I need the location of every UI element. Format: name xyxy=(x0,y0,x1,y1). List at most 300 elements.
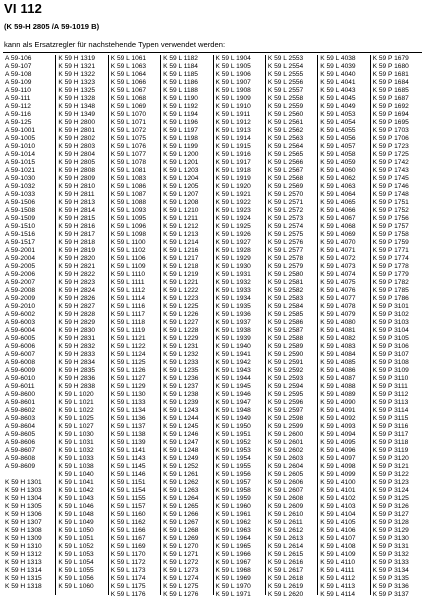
type-entry: A 59-8606 xyxy=(5,439,36,446)
type-entry: K 59 L 2595 xyxy=(267,391,304,398)
type-entry: K 59 L 2619 xyxy=(267,583,304,590)
type-entry: K 59 L 4065 xyxy=(320,199,356,206)
type-entry: K 59 L 2617 xyxy=(267,567,304,574)
type-entry: K 59 P 1778 xyxy=(372,263,409,270)
type-entry: K 59 P 1680 xyxy=(372,63,409,70)
type-entry: K 59 P 1692 xyxy=(372,103,409,110)
type-entry: K 59 L 1971 xyxy=(215,591,251,598)
type-entry: K 59 P 1694 xyxy=(372,111,409,118)
type-entry: K 59 L 1252 xyxy=(163,463,199,470)
type-entry: K 59 L 4041 xyxy=(320,79,356,86)
type-entry: K 59 P 3136 xyxy=(372,583,409,590)
type-entry: K 59 L 2606 xyxy=(267,479,304,486)
type-entry: K 59 P 1706 xyxy=(372,135,409,142)
type-entry: K 59 L 2578 xyxy=(267,255,304,262)
type-entry: K 59 L 4063 xyxy=(320,183,356,190)
type-entry: K 59 L 1228 xyxy=(163,327,199,334)
type-entry: K 59 H 1328 xyxy=(58,95,96,102)
type-entry: K 59 L 2559 xyxy=(267,103,304,110)
type-entry: K 59 L 1109 xyxy=(110,263,146,270)
type-entry: K 59 L 2571 xyxy=(267,199,304,206)
type-entry: K 59 P 1785 xyxy=(372,287,409,294)
type-entry: K 59 L 1270 xyxy=(163,543,199,550)
type-entry: K 59 L 2616 xyxy=(267,559,304,566)
type-entry: K 59 L 2614 xyxy=(267,543,304,550)
type-entry: K 59 L 1081 xyxy=(110,167,147,174)
type-entry: K 59 H 2814 xyxy=(58,207,96,214)
type-entry: K 59 L 1265 xyxy=(163,503,199,510)
type-column xyxy=(108,55,161,598)
type-entry: K 59 L 1935 xyxy=(215,303,251,310)
type-entry: K 59 L 2579 xyxy=(267,263,304,270)
type-entry: K 59 L 1052 xyxy=(58,543,94,550)
type-entry: K 59 L 1239 xyxy=(163,399,199,406)
type-entry: K 59 L 1070 xyxy=(110,111,147,118)
type-entry: K 59 L 4070 xyxy=(320,239,356,246)
type-entry: K 59 L 1175 xyxy=(110,583,146,590)
type-entry: K 59 L 4054 xyxy=(320,119,356,126)
type-entry: K 59 L 1218 xyxy=(163,263,199,270)
type-entry: K 59 L 1088 xyxy=(110,199,147,206)
type-entry: K 59 L 1083 xyxy=(110,175,147,182)
type-entry: K 59 L 1139 xyxy=(110,439,146,446)
type-entry: K 59 L 2556 xyxy=(267,79,304,86)
type-entry: K 59 L 1133 xyxy=(110,399,146,406)
type-entry: K 59 L 1040 xyxy=(58,471,94,478)
type-entry: K 59 L 1951 xyxy=(215,431,251,438)
type-entry: K 59 L 1961 xyxy=(215,511,251,518)
type-entry: K 59 H 2810 xyxy=(58,183,96,190)
type-entry: K 59 L 1143 xyxy=(110,455,146,462)
type-entry: A 59-8603 xyxy=(5,415,36,422)
type-entry: K 59 L 1176 xyxy=(110,591,146,598)
type-entry: K 59 L 1184 xyxy=(163,63,198,70)
type-entry: K 59 H 2838 xyxy=(58,383,96,390)
type-entry: A 59-2004 xyxy=(5,255,36,262)
type-entry: K 59 L 1919 xyxy=(215,175,251,182)
type-entry: A 59-1506 xyxy=(5,199,36,206)
type-entry: K 59 L 1194 xyxy=(163,111,198,118)
type-entry: K 59 L 4069 xyxy=(320,231,356,238)
type-entry: K 59 L 1967 xyxy=(215,559,251,566)
type-entry: K 59 L 1060 xyxy=(58,583,94,590)
type-entry: K 59 L 1020 xyxy=(58,391,94,398)
type-entry: K 59 P 3115 xyxy=(372,415,409,422)
type-entry: K 59 P 3122 xyxy=(372,471,409,478)
type-entry: K 59 P 3128 xyxy=(372,519,409,526)
type-entry: K 59 L 1210 xyxy=(163,207,199,214)
type-entry: K 59 L 1217 xyxy=(163,255,199,262)
type-entry: K 59 P 3112 xyxy=(372,391,409,398)
type-entry: K 59 L 1166 xyxy=(110,527,146,534)
type-entry: K 59 L 1949 xyxy=(215,415,251,422)
type-entry: A 59-2010 xyxy=(5,303,36,310)
type-column xyxy=(317,55,370,598)
type-entry: K 59 H 2835 xyxy=(58,367,96,374)
type-entry: K 59 L 4106 xyxy=(320,527,356,534)
type-entry: K 59 L 1275 xyxy=(163,583,199,590)
type-entry: K 59 L 1067 xyxy=(110,87,147,94)
type-entry: K 59 L 4053 xyxy=(320,111,356,118)
type-entry: K 59 L 2583 xyxy=(267,295,304,302)
type-entry: K 59 L 1271 xyxy=(163,551,199,558)
type-entry: K 59 L 1907 xyxy=(215,79,251,86)
type-entry: K 59 H 2808 xyxy=(58,167,96,174)
type-entry: K 59 L 2573 xyxy=(267,215,304,222)
type-entry: K 59 L 1162 xyxy=(110,519,146,526)
type-entry: K 59 L 2582 xyxy=(267,287,304,294)
type-entry: K 59 L 1923 xyxy=(215,207,251,214)
type-entry: K 59 P 3121 xyxy=(372,463,409,470)
type-entry: K 59 L 1048 xyxy=(58,511,94,518)
type-entry: K 59 L 1226 xyxy=(163,311,199,318)
type-entry: K 59 L 1188 xyxy=(163,87,198,94)
type-entry: K 59 L 1204 xyxy=(163,175,199,182)
type-entry: K 59 H 2819 xyxy=(58,247,96,254)
type-entry: K 59 L 1072 xyxy=(110,127,147,134)
type-entry: K 59 H 1303 xyxy=(5,487,42,494)
type-entry: K 59 L 2555 xyxy=(267,71,304,78)
type-entry: K 59 P 1759 xyxy=(372,239,409,246)
type-entry: K 59 L 1911 xyxy=(215,111,251,118)
type-entry: K 59 L 1056 xyxy=(58,575,94,582)
type-entry: A 59-106 xyxy=(5,55,32,62)
type-entry: K 59 L 2584 xyxy=(267,303,304,310)
type-entry: K 59 L 1970 xyxy=(215,583,251,590)
type-entry: K 59 P 3129 xyxy=(372,527,409,534)
type-entry: K 59 L 2566 xyxy=(267,159,304,166)
type-entry: K 59 L 1122 xyxy=(110,343,146,350)
type-entry: K 59 L 2620 xyxy=(267,591,304,598)
type-entry: K 59 P 3107 xyxy=(372,351,409,358)
type-entry: K 59 L 1124 xyxy=(110,351,146,358)
type-entry: A 59-1517 xyxy=(5,239,36,246)
type-entry: K 59 L 1098 xyxy=(110,231,147,238)
type-entry: K 59 L 4112 xyxy=(320,575,356,582)
type-entry: K 59 L 1927 xyxy=(215,239,251,246)
type-entry: K 59 L 1055 xyxy=(58,567,94,574)
type-entry: K 59 L 1950 xyxy=(215,423,251,430)
type-entry: K 59 L 4056 xyxy=(320,135,356,142)
type-entry: K 59 L 1167 xyxy=(110,535,146,542)
type-entry: K 59 L 1262 xyxy=(163,479,199,486)
type-entry: K 59 L 2588 xyxy=(267,335,304,342)
type-entry: K 59 P 3118 xyxy=(372,439,409,446)
type-entry: K 59 H 2813 xyxy=(58,199,96,206)
type-entry: K 59 L 4039 xyxy=(320,63,356,70)
type-entry: K 59 L 1955 xyxy=(215,463,251,470)
type-entry: K 59 L 2575 xyxy=(267,231,304,238)
type-entry: K 59 L 4090 xyxy=(320,399,356,406)
type-entry: K 59 H 1309 xyxy=(5,535,42,542)
header-divider xyxy=(3,52,422,53)
type-entry: K 59 H 1306 xyxy=(5,511,42,518)
type-entry: K 59 L 4110 xyxy=(320,559,356,566)
type-entry: K 59 L 4077 xyxy=(320,295,356,302)
type-entry: K 59 L 1952 xyxy=(215,439,251,446)
type-entry: K 59 H 2800 xyxy=(58,119,96,126)
type-entry: K 59 L 1203 xyxy=(163,167,199,174)
type-entry: K 59 L 2561 xyxy=(267,119,304,126)
type-entry: K 59 L 1940 xyxy=(215,343,251,350)
type-entry: K 59 L 1910 xyxy=(215,103,251,110)
type-entry: A 59-6007 xyxy=(5,351,36,358)
type-entry: K 59 L 1928 xyxy=(215,247,251,254)
type-entry: K 59 L 2568 xyxy=(267,175,304,182)
type-entry: K 59 L 2597 xyxy=(267,407,304,414)
type-entry: A 59-2009 xyxy=(5,295,36,302)
type-entry: K 59 L 1078 xyxy=(110,159,147,166)
type-entry: K 59 P 1725 xyxy=(372,151,409,158)
type-entry: K 59 H 1349 xyxy=(58,111,96,118)
type-entry: A 59-1508 xyxy=(5,207,36,214)
type-entry: K 59 H 2803 xyxy=(58,143,96,150)
type-entry: K 59 H 1314 xyxy=(5,567,42,574)
type-entry: K 59 L 1198 xyxy=(163,135,198,142)
type-entry: K 59 L 1965 xyxy=(215,543,251,550)
type-entry: A 59-2001 xyxy=(5,247,36,254)
type-entry: K 59 L 1238 xyxy=(163,391,199,398)
type-entry: K 59 P 3116 xyxy=(372,423,409,430)
type-entry: K 59 P 3119 xyxy=(372,447,409,454)
type-entry: K 59 L 4081 xyxy=(320,327,356,334)
type-entry xyxy=(5,471,55,479)
type-entry: K 59 L 4094 xyxy=(320,431,356,438)
type-entry: K 59 L 1208 xyxy=(163,199,199,206)
type-entry: K 59 L 4100 xyxy=(320,479,356,486)
type-entry: K 59 L 2599 xyxy=(267,423,304,430)
type-entry: K 59 L 2569 xyxy=(267,183,304,190)
type-entry: K 59 L 2581 xyxy=(267,279,304,286)
type-entry: K 59 L 1916 xyxy=(215,151,251,158)
type-entry: K 59 L 1064 xyxy=(110,71,147,78)
type-entry: K 59 P 1684 xyxy=(372,79,409,86)
type-entry: K 59 H 2831 xyxy=(58,335,96,342)
type-entry: K 59 L 1266 xyxy=(163,511,199,518)
type-entry: K 59 L 4064 xyxy=(320,191,356,198)
type-entry: K 59 L 1945 xyxy=(215,383,251,390)
type-entry: K 59 L 2605 xyxy=(267,471,304,478)
type-entry: K 59 P 1751 xyxy=(372,199,409,206)
type-entry: K 59 H 2809 xyxy=(58,175,96,182)
type-entry: K 59 L 1042 xyxy=(58,487,94,494)
type-entry: A 59-2008 xyxy=(5,287,36,294)
type-entry: K 59 L 1121 xyxy=(110,335,146,342)
type-entry: A 59-2007 xyxy=(5,279,36,286)
type-entry: A 59-6008 xyxy=(5,359,36,366)
type-entry: K 59 L 1151 xyxy=(110,479,146,486)
type-entry: K 59 L 1031 xyxy=(58,439,94,446)
type-entry: K 59 L 1232 xyxy=(163,351,199,358)
type-column xyxy=(55,55,108,595)
type-entry: K 59 H 2801 xyxy=(58,127,96,134)
type-entry: K 59 L 1946 xyxy=(215,391,251,398)
type-entry: K 59 L 4086 xyxy=(320,367,356,374)
type-entry: K 59 L 1051 xyxy=(58,535,94,542)
type-entry: K 59 L 1173 xyxy=(110,567,146,574)
type-entry: K 59 L 1025 xyxy=(58,415,94,422)
type-entry: K 59 P 3103 xyxy=(372,319,409,326)
type-entry: K 59 L 4092 xyxy=(320,415,356,422)
type-entry: K 59 L 1964 xyxy=(215,535,251,542)
type-entry: K 59 L 4098 xyxy=(320,463,356,470)
type-entry: K 59 L 1093 xyxy=(110,207,147,214)
type-entry: K 59 L 1274 xyxy=(163,575,199,582)
type-entry: K 59 P 1679 xyxy=(372,55,409,62)
type-entry: K 59 H 2811 xyxy=(58,191,95,198)
type-entry: K 59 L 1185 xyxy=(163,71,198,78)
type-entry: A 59-1516 xyxy=(5,231,36,238)
type-entry: K 59 L 1182 xyxy=(163,55,198,62)
type-entry: K 59 L 4111 xyxy=(320,567,355,574)
type-entry: K 59 H 2823 xyxy=(58,279,96,286)
type-entry: K 59 L 4103 xyxy=(320,503,356,510)
type-entry: K 59 L 2580 xyxy=(267,271,304,278)
type-entry: K 59 L 1222 xyxy=(163,287,199,294)
type-entry: K 59 L 1075 xyxy=(110,135,147,142)
type-entry: K 59 H 2827 xyxy=(58,303,96,310)
type-entry: K 59 P 1723 xyxy=(372,143,409,150)
type-entry: K 59 L 1087 xyxy=(110,191,147,198)
type-entry: A 59-1509 xyxy=(5,215,36,222)
type-entry: K 59 L 1953 xyxy=(215,447,251,454)
type-entry: K 59 L 2570 xyxy=(267,191,304,198)
type-entry: K 59 L 2585 xyxy=(267,311,304,318)
type-entry: K 59 L 1102 xyxy=(110,247,146,254)
type-entry: K 59 L 4045 xyxy=(320,95,356,102)
type-entry: K 59 L 1096 xyxy=(110,223,147,230)
type-column xyxy=(3,55,55,595)
type-entry: K 59 L 1130 xyxy=(110,391,146,398)
type-entry: K 59 L 1154 xyxy=(110,487,146,494)
type-entry: K 59 L 1197 xyxy=(163,127,198,134)
type-entry: K 59 L 1212 xyxy=(163,223,199,230)
type-entry: K 59 P 3110 xyxy=(372,375,409,382)
type-entry: K 59 P 1758 xyxy=(372,231,409,238)
type-entry: A 59-8601 xyxy=(5,399,36,406)
type-entry: K 59 L 4066 xyxy=(320,207,356,214)
type-entry: K 59 L 1947 xyxy=(215,399,251,406)
type-entry: K 59 L 4049 xyxy=(320,103,356,110)
type-entry: K 59 P 1687 xyxy=(372,95,409,102)
type-entry: K 59 L 1235 xyxy=(163,367,199,374)
type-entry: A 59-6005 xyxy=(5,335,36,342)
type-entry: K 59 L 1049 xyxy=(58,519,94,526)
type-entry: K 59 L 1077 xyxy=(110,151,147,158)
type-entry: K 59 H 1323 xyxy=(58,79,96,86)
type-entry: K 59 L 1172 xyxy=(110,559,146,566)
type-entry: K 59 L 4096 xyxy=(320,447,356,454)
type-entry: K 59 H 2824 xyxy=(58,287,96,294)
type-entry: K 59 L 4097 xyxy=(320,455,356,462)
type-entry: K 59 H 2805 xyxy=(58,159,96,166)
type-entry: K 59 L 1263 xyxy=(163,487,199,494)
type-entry: K 59 L 1214 xyxy=(163,239,199,246)
type-entry: A 59-6011 xyxy=(5,383,35,390)
type-entry: K 59 L 1937 xyxy=(215,319,251,326)
type-entry: K 59 L 1930 xyxy=(215,263,251,270)
type-entry: K 59 L 4101 xyxy=(320,487,356,494)
type-entry: K 59 P 1743 xyxy=(372,167,409,174)
type-entry: K 59 L 2593 xyxy=(267,375,304,382)
type-entry: K 59 P 3105 xyxy=(372,335,409,342)
type-entry: K 59 P 3124 xyxy=(372,487,409,494)
page-title: VI 112 xyxy=(4,1,43,16)
type-entry: K 59 P 3113 xyxy=(372,399,409,406)
type-entry: K 59 L 1063 xyxy=(110,63,147,70)
type-entry: K 59 L 4078 xyxy=(320,303,356,310)
type-entry: K 59 L 2591 xyxy=(267,359,304,366)
type-entry: A 59-116 xyxy=(5,111,31,118)
type-entry: K 59 P 1695 xyxy=(372,119,409,126)
type-entry: K 59 L 1095 xyxy=(110,215,147,222)
type-entry: K 59 L 1141 xyxy=(110,447,146,454)
type-entry: K 59 L 1219 xyxy=(163,271,199,278)
type-entry: K 59 L 1926 xyxy=(215,231,251,238)
type-entry: A 59-112 xyxy=(5,103,31,110)
type-entry: K 59 L 2607 xyxy=(267,487,304,494)
type-entry: K 59 L 1936 xyxy=(215,311,251,318)
type-entry: K 59 L 1129 xyxy=(110,383,146,390)
type-entry: K 59 L 2587 xyxy=(267,327,304,334)
type-entry: K 59 H 2829 xyxy=(58,319,96,326)
type-entry: A 59-8600 xyxy=(5,391,36,398)
type-entry: K 59 L 1908 xyxy=(215,87,251,94)
type-entry: K 59 L 4108 xyxy=(320,543,356,550)
type-entry: K 59 H 2815 xyxy=(58,215,96,222)
type-entry: K 59 L 1213 xyxy=(163,231,199,238)
type-entry: K 59 L 1246 xyxy=(163,431,199,438)
type-entry: K 59 L 1905 xyxy=(215,63,251,70)
type-entry: K 59 L 1021 xyxy=(58,399,94,406)
type-entry: K 59 L 1244 xyxy=(163,415,199,422)
type-entry: K 59 L 1245 xyxy=(163,423,199,430)
type-entry: K 59 L 1261 xyxy=(163,471,199,478)
type-entry: K 59 H 1313 xyxy=(5,559,42,566)
type-entry: A 59-110 xyxy=(5,87,31,94)
type-entry: K 59 L 4087 xyxy=(320,375,356,382)
type-entry: K 59 H 2822 xyxy=(58,271,96,278)
type-entry: K 59 L 2594 xyxy=(267,383,304,390)
type-entry: K 59 P 1746 xyxy=(372,183,409,190)
type-entry: K 59 L 1269 xyxy=(163,535,199,542)
type-entry: K 59 L 4079 xyxy=(320,311,356,318)
type-entry: K 59 L 2590 xyxy=(267,351,304,358)
type-entry: K 59 L 2602 xyxy=(267,447,304,454)
type-entry: A 59-8608 xyxy=(5,455,36,462)
type-entry: K 59 L 1268 xyxy=(163,527,199,534)
type-entry: K 59 L 1116 xyxy=(110,303,146,310)
type-entry: K 59 L 2574 xyxy=(267,223,304,230)
type-entry: K 59 L 1032 xyxy=(58,447,94,454)
type-entry: K 59 L 1932 xyxy=(215,279,251,286)
type-entry: K 59 L 4059 xyxy=(320,159,356,166)
type-entry: K 59 H 1319 xyxy=(58,55,96,62)
type-entry: K 59 L 1931 xyxy=(215,271,251,278)
type-entry: K 59 L 4104 xyxy=(320,511,356,518)
type-entry: K 59 L 4076 xyxy=(320,287,356,294)
type-entry: K 59 P 3133 xyxy=(372,559,409,566)
type-entry: K 59 L 4107 xyxy=(320,535,356,542)
type-entry: K 59 P 1786 xyxy=(372,295,409,302)
type-entry: K 59 L 2613 xyxy=(267,535,304,542)
type-entry: A 59-8609 xyxy=(5,463,36,470)
type-entry: K 59 L 2562 xyxy=(267,127,304,134)
type-entry: K 59 L 1957 xyxy=(215,479,251,486)
type-entry: K 59 P 1685 xyxy=(372,87,409,94)
type-entry: K 59 L 4095 xyxy=(320,439,356,446)
type-entry: K 59 P 3134 xyxy=(372,567,409,574)
